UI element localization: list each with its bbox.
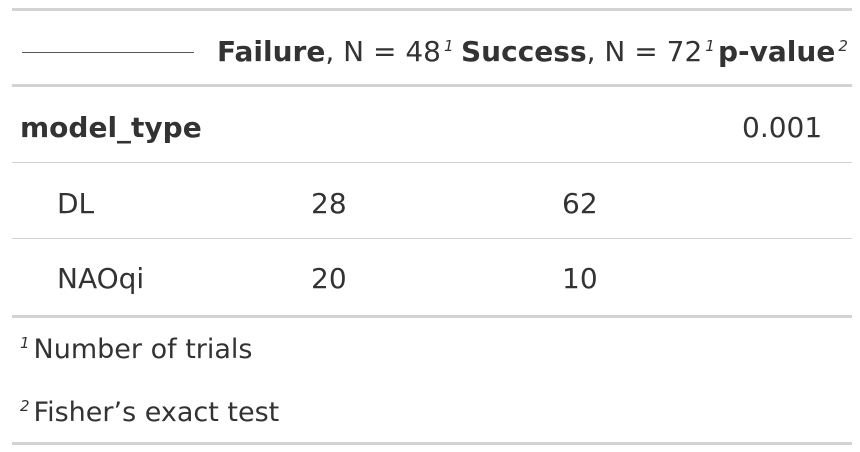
p-value-cell: 0.001 — [742, 111, 823, 144]
bottom-border — [12, 442, 852, 445]
footnote-ref-1: 1 — [443, 36, 454, 55]
top-border — [12, 8, 852, 11]
footnote-mark: 1 — [20, 334, 30, 352]
success-cell: 10 — [562, 262, 598, 295]
success-cell: 62 — [562, 187, 598, 220]
header-pvalue: p-value $^2$ — [718, 35, 848, 68]
failure-cell: 28 — [311, 187, 347, 220]
row-divider — [12, 238, 852, 239]
body-border — [12, 315, 852, 318]
row-divider — [12, 162, 852, 163]
footnote: $^1$ Number of trials — [20, 334, 253, 365]
header-success: Success, N = 72 $^1$ — [461, 35, 715, 68]
row-label: NAOqi — [57, 262, 145, 295]
footnote-ref-1: 1 — [705, 36, 715, 55]
header-failure: Failure, N = 48 $^1$ — [217, 35, 454, 68]
stub-header-line — [22, 52, 194, 53]
group-label: model_type — [20, 111, 202, 144]
footnote-ref-2: 2 — [838, 36, 848, 55]
header-border — [12, 84, 852, 87]
footnote-mark: 2 — [20, 397, 30, 415]
footnote: $^2$ Fisher’s exact test — [20, 397, 280, 428]
failure-cell: 20 — [311, 262, 347, 295]
row-label: DL — [57, 187, 95, 220]
